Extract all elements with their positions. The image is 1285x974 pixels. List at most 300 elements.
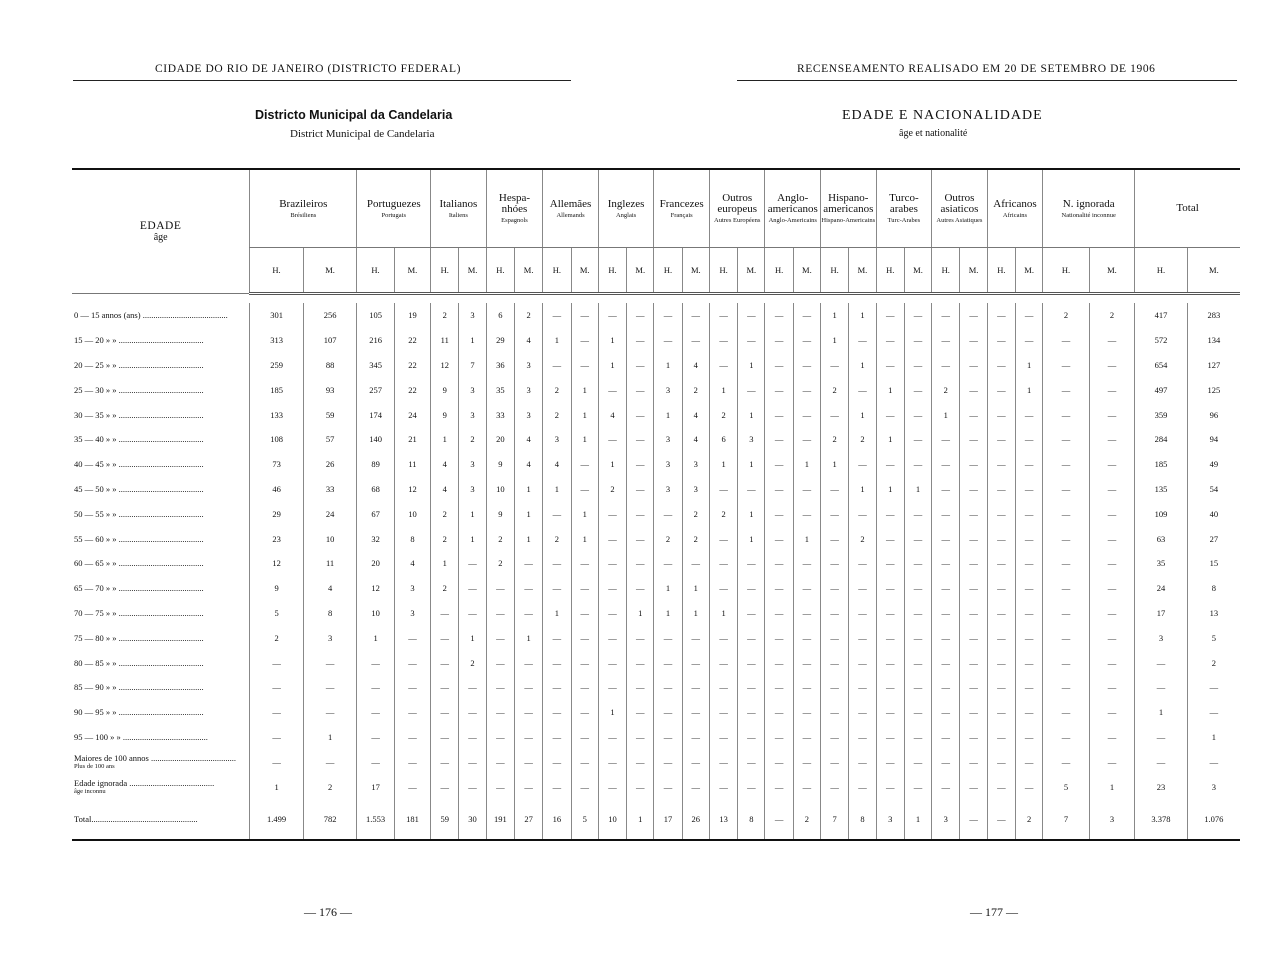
table-cell: — (1089, 452, 1134, 477)
table-cell: — (849, 551, 876, 576)
table-cell: 2 (543, 526, 571, 551)
table-cell: — (431, 700, 459, 725)
table-cell: — (1089, 601, 1134, 626)
table-cell: — (821, 477, 849, 502)
table-cell: 3 (394, 601, 430, 626)
table-cell: — (793, 601, 820, 626)
table-cell: — (793, 303, 820, 328)
table-cell: 15 (1187, 551, 1240, 576)
sex-header-mulheres: M. (303, 248, 357, 294)
table-cell: 3 (459, 402, 486, 427)
table-cell: 1 (738, 526, 765, 551)
nat-header-portuguezes: Portuguezes Portugais (357, 169, 431, 248)
table-cell: — (682, 650, 709, 675)
table-cell: — (1089, 477, 1134, 502)
table-cell: — (849, 576, 876, 601)
table-cell: 256 (303, 303, 357, 328)
table-cell: — (1043, 427, 1089, 452)
table-cell: — (1089, 402, 1134, 427)
sex-header-mulheres: M. (514, 248, 542, 294)
table-cell: — (876, 526, 904, 551)
age-group-value: 45 — 50 » » (74, 483, 117, 494)
table-cell: 185 (1135, 452, 1188, 477)
table-cell: — (571, 551, 598, 576)
sex-header-mulheres: M. (394, 248, 430, 294)
table-cell: — (598, 427, 626, 452)
table-cell: — (987, 700, 1015, 725)
table-cell: 3 (543, 427, 571, 452)
table-cell: — (543, 576, 571, 601)
table-cell: 1 (514, 477, 542, 502)
table-cell: 6 (709, 427, 737, 452)
table-cell: — (793, 650, 820, 675)
table-cell: 3 (459, 303, 486, 328)
table-cell: — (514, 725, 542, 750)
table-cell: 6 (486, 303, 514, 328)
table-cell: — (1043, 501, 1089, 526)
sex-header-homens: H. (431, 248, 459, 294)
table-cell: 1 (357, 625, 394, 650)
table-cell: — (987, 452, 1015, 477)
table-cell: — (709, 725, 737, 750)
age-group-text: 90 — 95 » » ........................................ (74, 707, 204, 718)
table-cell: — (627, 477, 654, 502)
table-cell: — (765, 477, 793, 502)
table-cell: — (571, 725, 598, 750)
table-cell: — (932, 328, 960, 353)
table-cell: — (821, 725, 849, 750)
age-group-text: 50 — 55 » » ........................................ (74, 508, 204, 519)
table-cell: 2 (486, 526, 514, 551)
table-cell: — (987, 402, 1015, 427)
table-cell: — (765, 774, 793, 799)
sex-header-mulheres: M. (1089, 248, 1134, 294)
table-cell: — (960, 650, 987, 675)
table-cell: 2 (459, 650, 486, 675)
table-cell: — (1089, 377, 1134, 402)
table-cell: — (1043, 353, 1089, 378)
age-group-label (72, 501, 250, 526)
table-cell: 2 (709, 402, 737, 427)
table-cell: — (1016, 477, 1043, 502)
total-row (72, 799, 1240, 840)
table-cell: — (459, 700, 486, 725)
table-cell: — (598, 774, 626, 799)
table-cell: — (821, 402, 849, 427)
table-cell: — (514, 675, 542, 700)
table-cell: — (987, 625, 1015, 650)
table-cell: 24 (303, 501, 357, 526)
table-cell: 10 (486, 477, 514, 502)
table-cell: 4 (598, 402, 626, 427)
table-cell: — (394, 675, 430, 700)
table-cell: — (459, 675, 486, 700)
table-cell: 9 (431, 377, 459, 402)
table-cell: — (765, 601, 793, 626)
total-cell: 59 (431, 799, 459, 840)
table-row (72, 427, 1240, 452)
table-cell: — (932, 625, 960, 650)
age-group-text: 75 — 80 » » ........................................ (74, 632, 204, 643)
table-cell: — (709, 303, 737, 328)
table-row (72, 328, 1240, 353)
table-cell: — (1187, 749, 1240, 774)
table-cell: 2 (821, 427, 849, 452)
table-cell: 2 (1043, 303, 1089, 328)
table-cell: 24 (1135, 576, 1188, 601)
table-cell: — (793, 477, 820, 502)
table-cell: 1 (543, 601, 571, 626)
total-cell: 8 (849, 799, 876, 840)
table-cell: — (682, 675, 709, 700)
table-cell: — (987, 576, 1015, 601)
table-body (72, 294, 1240, 840)
table-cell: 3 (459, 377, 486, 402)
table-cell: — (654, 749, 682, 774)
table-cell: 1 (598, 353, 626, 378)
table-cell: 3 (394, 576, 430, 601)
table-cell: — (357, 675, 394, 700)
total-cell: 30 (459, 799, 486, 840)
age-group-text: 70 — 75 » » ........................................ (74, 607, 204, 618)
table-cell: 283 (1187, 303, 1240, 328)
table-cell: — (250, 675, 304, 700)
table-cell: — (765, 402, 793, 427)
total-cell: 27 (514, 799, 542, 840)
table-cell: — (1135, 749, 1188, 774)
table-cell: — (543, 700, 571, 725)
table-cell: 1 (793, 526, 820, 551)
table-cell: — (1043, 700, 1089, 725)
table-cell: 49 (1187, 452, 1240, 477)
table-cell: 4 (394, 551, 430, 576)
table-row (72, 551, 1240, 576)
table-cell: 1 (821, 452, 849, 477)
table-cell: — (904, 650, 931, 675)
table-cell: 2 (543, 377, 571, 402)
table-cell: 1 (709, 452, 737, 477)
table-cell: — (1135, 675, 1188, 700)
table-cell: — (654, 625, 682, 650)
sex-header-homens: H. (709, 248, 737, 294)
table-cell: 1 (709, 377, 737, 402)
age-group-label-fr: âge inconnu (74, 788, 106, 796)
table-row (72, 700, 1240, 725)
table-cell: — (765, 650, 793, 675)
table-cell: — (709, 625, 737, 650)
table-cell: — (1016, 675, 1043, 700)
table-cell: — (793, 725, 820, 750)
table-cell: 2 (486, 551, 514, 576)
age-group-value: 95 — 100 » » (74, 731, 121, 742)
table-cell: 417 (1135, 303, 1188, 328)
age-group-label (72, 402, 250, 427)
table-cell: 4 (682, 353, 709, 378)
table-cell: — (598, 675, 626, 700)
table-cell: — (960, 402, 987, 427)
table-cell: 23 (250, 526, 304, 551)
table-cell: 9 (250, 576, 304, 601)
table-cell: — (765, 501, 793, 526)
table-cell: 1 (459, 328, 486, 353)
table-cell: — (571, 625, 598, 650)
table-cell: — (627, 377, 654, 402)
table-cell: 33 (486, 402, 514, 427)
table-cell: — (1135, 650, 1188, 675)
table-cell: — (821, 625, 849, 650)
table-cell: — (1016, 576, 1043, 601)
table-cell: — (765, 625, 793, 650)
table-cell: — (1043, 452, 1089, 477)
table-cell: — (1016, 452, 1043, 477)
table-cell: 1 (431, 551, 459, 576)
total-cell: 13 (709, 799, 737, 840)
table-cell: 8 (303, 601, 357, 626)
table-cell: — (514, 650, 542, 675)
table-cell: — (1187, 675, 1240, 700)
table-cell: — (765, 328, 793, 353)
table-cell: — (987, 675, 1015, 700)
table-cell: 2 (932, 377, 960, 402)
table-cell: — (627, 303, 654, 328)
table-cell: — (738, 749, 765, 774)
table-cell: 96 (1187, 402, 1240, 427)
table-cell: — (960, 551, 987, 576)
table-cell: — (876, 625, 904, 650)
table-cell: 1 (654, 402, 682, 427)
total-label-text: Total (74, 813, 92, 824)
total-cell: 3 (876, 799, 904, 840)
age-group-text: Edade ignorada ........................................ (74, 778, 215, 789)
table-cell: — (1016, 725, 1043, 750)
table-cell: — (1016, 601, 1043, 626)
table-cell: 1 (876, 427, 904, 452)
table-cell: — (627, 526, 654, 551)
table-cell: — (904, 353, 931, 378)
table-cell: — (738, 625, 765, 650)
table-cell: — (1016, 551, 1043, 576)
table-cell: 1 (682, 601, 709, 626)
table-cell: 1 (459, 625, 486, 650)
table-cell: 1 (303, 725, 357, 750)
table-cell: — (627, 452, 654, 477)
sex-header-mulheres: M. (904, 248, 931, 294)
sex-header-homens: H. (876, 248, 904, 294)
total-cell: 1.499 (250, 799, 304, 840)
nat-header-inglezes: Inglezes Anglais (598, 169, 654, 248)
table-cell: — (932, 551, 960, 576)
age-group-label (72, 353, 250, 378)
section-subtitle: âge et nationalité (899, 128, 968, 139)
table-cell: 8 (394, 526, 430, 551)
table-cell: — (960, 353, 987, 378)
table-cell: 2 (849, 526, 876, 551)
sex-header-mulheres: M. (1016, 248, 1043, 294)
nat-header-total: Total (1135, 169, 1240, 248)
total-cell: 7 (821, 799, 849, 840)
age-group-label (72, 774, 250, 799)
table-cell: 1 (849, 402, 876, 427)
table-cell: — (250, 725, 304, 750)
table-row (72, 303, 1240, 328)
table-cell: — (738, 377, 765, 402)
sex-header-mulheres: M. (571, 248, 598, 294)
table-cell: — (571, 601, 598, 626)
table-cell: — (876, 601, 904, 626)
table-cell: — (1043, 328, 1089, 353)
table-cell: — (654, 675, 682, 700)
table-cell: — (571, 353, 598, 378)
total-cell: 191 (486, 799, 514, 840)
table-cell: 4 (682, 402, 709, 427)
district-subtitle: District Municipal de Candelaria (290, 128, 435, 140)
table-cell: 1 (514, 625, 542, 650)
age-header-label-fr: âge (153, 232, 168, 243)
table-cell: 21 (394, 427, 430, 452)
table-cell: — (431, 675, 459, 700)
table-cell: — (904, 700, 931, 725)
table-cell: 313 (250, 328, 304, 353)
table-cell: — (932, 601, 960, 626)
table-cell: — (960, 601, 987, 626)
table-cell: — (793, 551, 820, 576)
table-cell: — (904, 576, 931, 601)
table-cell: — (571, 328, 598, 353)
table-cell: — (486, 700, 514, 725)
table-cell: — (357, 650, 394, 675)
table-cell: — (514, 551, 542, 576)
table-cell: — (1089, 700, 1134, 725)
table-cell: — (987, 601, 1015, 626)
table-cell: — (987, 328, 1015, 353)
table-cell: — (987, 377, 1015, 402)
table-cell: — (394, 650, 430, 675)
table-cell: — (459, 774, 486, 799)
table-row (72, 625, 1240, 650)
table-cell: — (250, 650, 304, 675)
table-cell: — (987, 774, 1015, 799)
sex-header-mulheres: M. (682, 248, 709, 294)
table-cell: — (709, 526, 737, 551)
age-group-text: 60 — 65 » » ........................................ (74, 558, 204, 569)
table-cell: — (598, 526, 626, 551)
table-cell: 1 (1016, 377, 1043, 402)
nationality-header-row (72, 169, 1240, 248)
table-cell: — (876, 675, 904, 700)
table-cell: — (1187, 700, 1240, 725)
table-cell: — (1043, 650, 1089, 675)
table-cell: 1 (1135, 700, 1188, 725)
table-cell: — (876, 303, 904, 328)
table-cell: 1 (459, 526, 486, 551)
table-cell: — (1089, 576, 1134, 601)
table-cell: — (849, 774, 876, 799)
table-cell: — (849, 749, 876, 774)
table-cell: — (765, 700, 793, 725)
table-cell: 9 (431, 402, 459, 427)
table-cell: 1 (1187, 725, 1240, 750)
table-cell: — (627, 402, 654, 427)
table-cell: 2 (682, 377, 709, 402)
table-cell: — (709, 477, 737, 502)
table-cell: 3 (1135, 625, 1188, 650)
table-cell: 2 (250, 625, 304, 650)
table-cell: 4 (514, 328, 542, 353)
table-cell: 73 (250, 452, 304, 477)
table-cell: — (932, 675, 960, 700)
table-cell: — (1043, 601, 1089, 626)
age-group-value: Maiores de 100 annos (74, 753, 149, 764)
table-cell: 67 (357, 501, 394, 526)
table-cell: 8 (1187, 576, 1240, 601)
table-cell: — (821, 675, 849, 700)
table-cell: 12 (357, 576, 394, 601)
age-group-label (72, 650, 250, 675)
table-cell: 20 (357, 551, 394, 576)
table-cell: — (709, 675, 737, 700)
table-cell: 29 (250, 501, 304, 526)
table-cell: — (357, 700, 394, 725)
age-group-label (72, 576, 250, 601)
table-cell: — (821, 526, 849, 551)
table-cell: — (571, 303, 598, 328)
age-nationality-table (72, 168, 1240, 841)
table-cell: — (793, 353, 820, 378)
table-cell: 259 (250, 353, 304, 378)
table-cell: — (849, 675, 876, 700)
age-group-value: 85 — 90 » » (74, 682, 117, 693)
table-cell: — (543, 774, 571, 799)
table-cell: — (738, 328, 765, 353)
table-cell: — (793, 700, 820, 725)
page-number-left: — 176 — (304, 905, 352, 919)
table-cell: — (987, 477, 1015, 502)
table-cell: — (459, 725, 486, 750)
total-cell: 181 (394, 799, 430, 840)
total-cell: 2 (793, 799, 820, 840)
age-group-label (72, 700, 250, 725)
table-cell: — (431, 749, 459, 774)
sex-header-mulheres: M. (738, 248, 765, 294)
table-cell: — (904, 625, 931, 650)
age-group-value: 90 — 95 » » (74, 707, 117, 718)
table-cell: 11 (303, 551, 357, 576)
table-cell: — (793, 402, 820, 427)
table-cell: — (571, 477, 598, 502)
sex-header-homens: H. (987, 248, 1015, 294)
table-cell: 1 (571, 501, 598, 526)
table-cell: 32 (357, 526, 394, 551)
table-cell: — (543, 675, 571, 700)
table-cell: — (682, 725, 709, 750)
table-cell: 17 (357, 774, 394, 799)
table-cell: 1 (821, 328, 849, 353)
table-cell: — (793, 427, 820, 452)
table-cell: — (598, 576, 626, 601)
table-cell: — (960, 328, 987, 353)
table-row (72, 501, 1240, 526)
table-cell: 2 (682, 526, 709, 551)
table-cell: — (821, 353, 849, 378)
nat-header-italianos: Italianos Italiens (431, 169, 487, 248)
table-row (72, 675, 1240, 700)
table-cell: — (876, 725, 904, 750)
table-cell: 2 (821, 377, 849, 402)
table-cell: — (1016, 402, 1043, 427)
table-cell: — (709, 749, 737, 774)
age-group-value: 80 — 85 » » (74, 657, 117, 668)
table-cell: — (486, 576, 514, 601)
